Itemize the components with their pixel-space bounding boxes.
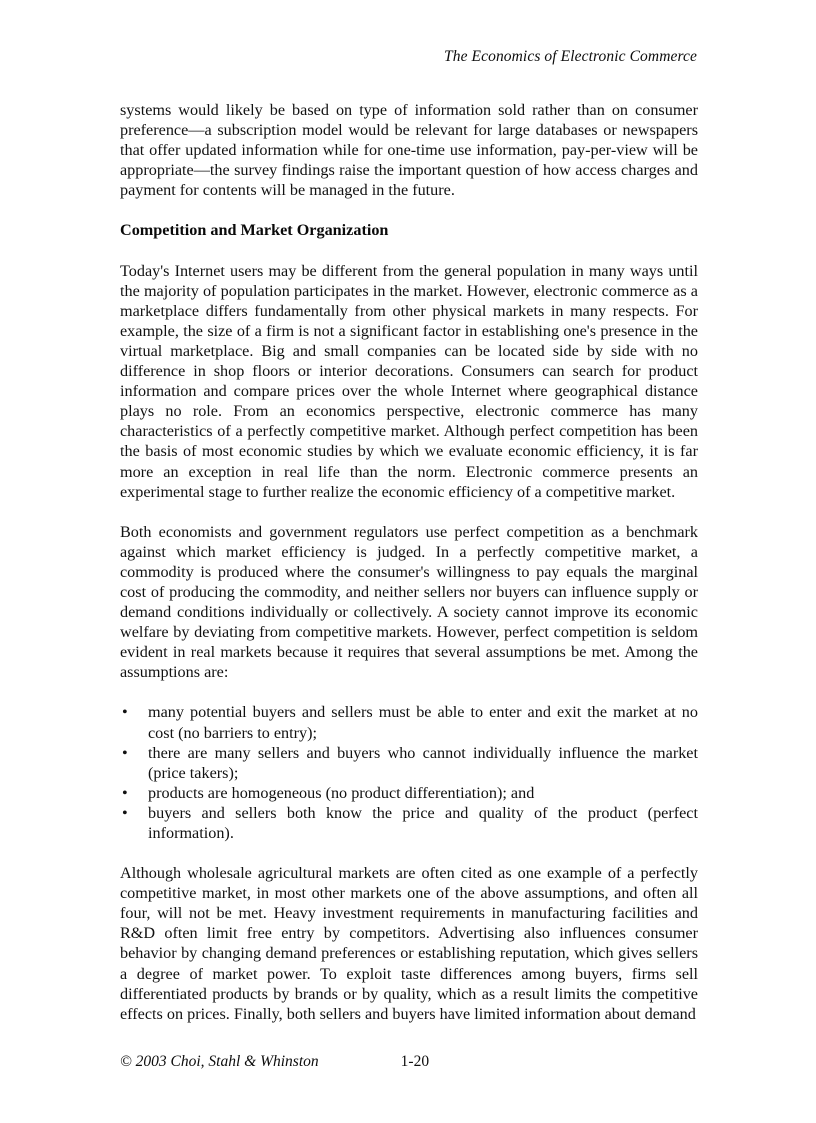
bullet-icon: • [122,743,128,762]
list-item-text: products are homogeneous (no product differentiation); and [148,783,535,802]
bullet-icon: • [122,783,128,802]
list-item-text: many potential buyers and sellers must be able to enter and exit the market at no cost (no barriers to entry); [148,703,698,742]
list-item [120,702,698,742]
paragraph-continuation: systems would likely be based on type of information sold rather than on consumer preference—a subscription model would be relevant for large databases or newspapers that offer updated information while for one-time use information, pay-per-view will be appropriate—the survey findings raise the important question of how access charges and payment for contents will be managed in the future. [120,101,698,200]
page-body [120,100,698,1024]
list-item [120,803,698,843]
page-number: 1-20 [400,1053,430,1070]
page-footer [120,1052,698,1072]
list-item-text: there are many sellers and buyers who cannot individually influence the market (price takers); [148,743,698,782]
list-item [120,743,698,783]
paragraph-perfect-competition: Both economists and government regulators use perfect competition as a benchmark against which market efficiency is judged. In a perfectly competitive market, a commodity is produced where the consumer's willingness to pay equals the marginal cost of producing the commodity, and neither sellers nor buyers can influence supply or demand conditions individually or collectively. A society cannot improve its economic welfare by deviating from competitive markets. However, perfect competition is seldom evident in real markets because it requires that several assumptions be met. Among the assumptions are: [120,522,698,682]
copyright-notice: © 2003 Choi, Stahl & Whinston [120,1053,319,1070]
paragraph-internet-users: Today's Internet users may be different from the general population in many ways until the majority of population participates in the market. However, electronic commerce as a marketplace differs fundamentally from other physical markets in many respects. For example, the size of a firm is not a significant factor in establishing one's presence in the virtual marketplace. Big and small companies can be located side by side with no difference in shop floors or interior decorations. Consumers can search for product information and compare prices over the whole Internet where geographical distance plays no role. From an economics perspective, electronic commerce has many characteristics of a perfectly competitive market. Although perfect competition has been the basis of most economic studies by which we evaluate economic efficiency, it is far more an exception in real life than the norm. Electronic commerce presents an experimental stage to further realize the economic efficiency of a competitive market. [120,261,698,501]
bullet-icon: • [122,703,128,722]
paragraph-agricultural-markets: Although wholesale agricultural markets are often cited as one example of a perfectly competitive market, in most other markets one of the above assumptions, and often all four, will not be met. Heavy investment requirements in manufacturing facilities and R&D often limit free entry by competitors. Advertising also influences consumer behavior by changing demand preferences or establishing reputation, which gives sellers a degree of market power. To exploit taste differences among buyers, firms sell differentiated products by brands or by quality, which as a result limits the competitive effects on prices. Finally, both sellers and buyers have limited information about demand [120,864,698,1023]
assumptions-list [120,702,698,843]
bullet-icon: • [122,803,128,822]
section-heading: Competition and Market Organization [120,221,389,240]
list-item-text: buyers and sellers both know the price and quality of the product (perfect information). [148,803,698,842]
running-head: The Economics of Electronic Commerce [444,48,697,65]
list-item [120,783,698,803]
